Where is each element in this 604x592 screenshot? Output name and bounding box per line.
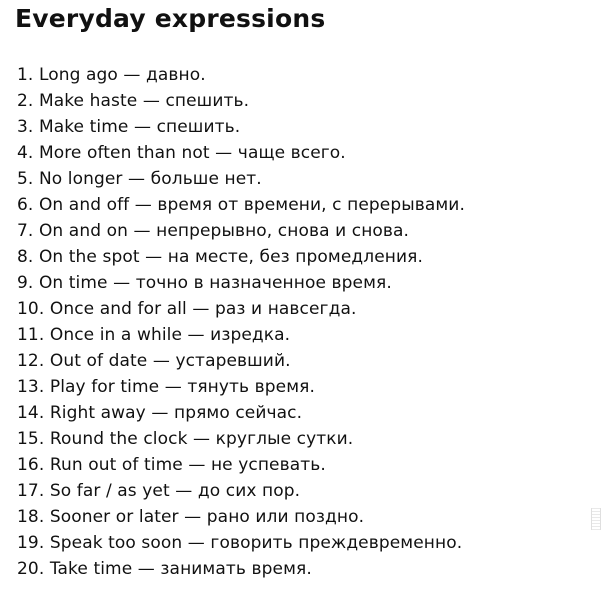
dash-separator: — <box>133 117 152 137</box>
list-item <box>17 426 465 452</box>
russian-translation: давно. <box>146 65 206 85</box>
russian-translation: устаревший. <box>175 351 291 371</box>
list-item <box>17 322 465 348</box>
russian-translation: чаще всего. <box>237 143 346 163</box>
item-number: 17. <box>17 481 45 501</box>
item-number: 5. <box>17 169 34 189</box>
list-item <box>17 244 465 270</box>
english-expression: On and off <box>38 195 130 215</box>
dash-separator: — <box>184 507 202 527</box>
dash-separator: — <box>193 429 211 449</box>
english-expression: Once and for all <box>49 299 187 319</box>
dash-separator: — <box>134 195 152 215</box>
dash-separator: — <box>133 221 151 241</box>
dash-separator: — <box>192 299 210 319</box>
page-title: Everyday expressions <box>15 4 326 33</box>
item-number: 6. <box>17 195 34 215</box>
watermark-mark <box>591 508 601 530</box>
item-number: 15. <box>17 429 45 449</box>
dash-separator: — <box>187 533 205 553</box>
russian-translation: раз и навсегда. <box>215 299 357 319</box>
russian-translation: занимать время. <box>160 559 312 579</box>
item-number: 14. <box>17 403 45 423</box>
russian-translation: время от времени, с перерывами. <box>157 195 465 215</box>
dash-separator: — <box>123 65 141 85</box>
list-item <box>17 478 465 504</box>
item-number: 16. <box>17 455 45 475</box>
item-number: 3. <box>17 117 34 137</box>
list-item <box>17 504 465 530</box>
russian-translation: спешить. <box>165 91 250 111</box>
list-item <box>17 296 465 322</box>
dash-separator: — <box>188 455 206 475</box>
list-item <box>17 218 465 244</box>
list-item <box>17 166 465 192</box>
english-expression: Run out of time <box>49 455 183 475</box>
english-expression: Speak too soon <box>49 533 183 553</box>
english-expression: Once in a while <box>49 325 183 345</box>
russian-translation: точно в назначенное время. <box>135 273 392 293</box>
dash-separator: — <box>142 91 160 111</box>
russian-translation: прямо сейчас. <box>173 403 303 423</box>
expression-list <box>17 62 465 582</box>
list-item <box>17 452 465 478</box>
russian-translation: тянуть время. <box>187 377 315 397</box>
list-item <box>17 374 465 400</box>
list-item <box>17 348 465 374</box>
list-item <box>17 88 465 114</box>
russian-translation: спешить. <box>156 117 241 137</box>
english-expression: On the spot <box>38 247 140 267</box>
english-expression: Right away <box>49 403 146 423</box>
english-expression: Play for time <box>49 377 160 397</box>
english-expression: Make time <box>38 117 129 137</box>
item-number: 7. <box>17 221 34 241</box>
russian-translation: рано или поздно. <box>206 507 365 527</box>
english-expression: Make haste <box>38 91 138 111</box>
english-expression: No longer <box>38 169 123 189</box>
english-expression: Long ago <box>38 65 118 85</box>
list-item <box>17 114 465 140</box>
dash-separator: — <box>152 351 170 371</box>
dash-separator: — <box>151 403 169 423</box>
english-expression: On time <box>38 273 108 293</box>
item-number: 9. <box>17 273 34 293</box>
dash-separator: — <box>113 273 131 293</box>
item-number: 2. <box>17 91 34 111</box>
russian-translation: до сих пор. <box>197 481 301 501</box>
item-number: 8. <box>17 247 34 267</box>
list-item <box>17 556 465 582</box>
list-item <box>17 400 465 426</box>
dash-separator: — <box>175 481 193 501</box>
russian-translation: изредка. <box>210 325 291 345</box>
item-number: 18. <box>17 507 45 527</box>
english-expression: Out of date <box>49 351 148 371</box>
russian-translation: непрерывно, снова и снова. <box>156 221 410 241</box>
russian-translation: на месте, без промедления. <box>167 247 423 267</box>
item-number: 4. <box>17 143 34 163</box>
item-number: 11. <box>17 325 45 345</box>
dash-separator: — <box>137 559 155 579</box>
list-item <box>17 62 465 88</box>
dash-separator: — <box>164 377 182 397</box>
russian-translation: больше нет. <box>150 169 262 189</box>
english-expression: On and on <box>38 221 128 241</box>
item-number: 12. <box>17 351 45 371</box>
item-number: 10. <box>17 299 45 319</box>
dash-separator: — <box>128 169 146 189</box>
list-item <box>17 270 465 296</box>
item-number: 19. <box>17 533 45 553</box>
list-item <box>17 530 465 556</box>
russian-translation: говорить преждевременно. <box>210 533 463 553</box>
english-expression: Sooner or later <box>49 507 179 527</box>
list-item <box>17 192 465 218</box>
russian-translation: не успевать. <box>210 455 326 475</box>
item-number: 1. <box>17 65 34 85</box>
dash-separator: — <box>215 143 233 163</box>
english-expression: Take time <box>49 559 133 579</box>
item-number: 20. <box>17 559 45 579</box>
list-item <box>17 140 465 166</box>
english-expression: Round the clock <box>49 429 188 449</box>
dash-separator: — <box>145 247 163 267</box>
russian-translation: круглые сутки. <box>215 429 354 449</box>
dash-separator: — <box>187 325 205 345</box>
item-number: 13. <box>17 377 45 397</box>
english-expression: More often than not <box>38 143 210 163</box>
english-expression: So far / as yet <box>49 481 170 501</box>
